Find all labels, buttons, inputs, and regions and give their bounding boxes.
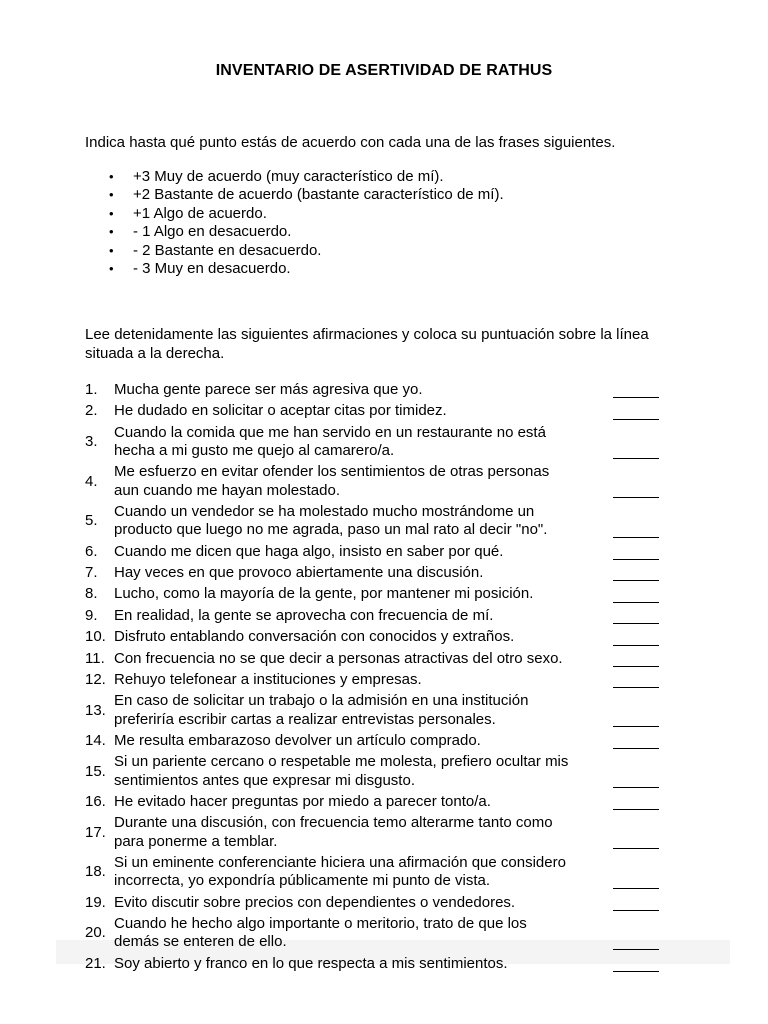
question-text: Cuando he hecho algo importante o meritorio, trato de que los [114,915,527,932]
question-item [85,753,675,790]
question-item [85,503,675,540]
answer-line[interactable] [613,888,659,889]
document-title: INVENTARIO DE ASERTIVIDAD DE RATHUS [215,62,553,79]
answer-line[interactable] [613,559,659,560]
scale-item-label: - 1 Algo en desacuerdo. [133,223,292,241]
answer-line[interactable] [613,580,659,581]
question-number: 2. [85,402,98,420]
question-number: 12. [85,671,106,688]
scale-item-label: +3 Muy de acuerdo (muy característico de mí). [133,168,444,185]
question-number: 5. [85,512,98,530]
question-text: para ponerme a temblar. [114,832,278,850]
question-text: Hay veces en que provoco abiertamente una discusión. [114,564,484,581]
question-item [85,814,675,851]
bullet-icon: • [109,169,114,184]
answer-line[interactable] [613,537,659,538]
question-number: 1. [85,381,98,398]
question-text: hecha a mi gusto me quejo al camarero/a. [114,442,395,460]
question-item [85,854,675,891]
question-item [85,564,675,582]
question-number: 13. [85,701,106,719]
answer-line[interactable] [613,726,659,727]
question-number: 19. [85,893,106,911]
question-item [85,955,675,973]
answer-line[interactable] [613,497,659,498]
question-number: 6. [85,542,98,560]
question-item [85,628,675,646]
answer-line[interactable] [613,645,659,646]
bullet-icon: • [109,224,114,240]
question-number: 10. [85,628,106,646]
question-item [85,607,675,625]
question-text: sentimientos antes que expresar mi disgusto. [114,771,415,789]
answer-line[interactable] [613,623,659,624]
question-text: He evitado hacer preguntas por miedo a parecer tonto/a. [114,793,491,810]
question-item [85,650,675,668]
answer-line[interactable] [613,397,659,398]
question-text: Con frecuencia no se que decir a personas atractivas del otro sexo. [114,649,563,667]
question-item [85,543,675,561]
question-item [85,894,675,912]
question-text: Mucha gente parece ser más agresiva que yo. [114,381,423,398]
question-number: 3. [85,432,98,450]
question-item [85,793,675,811]
question-number: 14. [85,732,106,749]
question-item [85,424,675,461]
question-text: producto que luego no me agrada, paso un mal rato al decir "no". [114,521,548,539]
question-item [85,915,675,952]
scale-item-label: - 3 Muy en desacuerdo. [133,259,291,277]
bullet-icon: • [109,187,114,203]
question-text: Cuando un vendedor se ha molestado mucho mostrándome un [114,503,535,520]
question-text: aun cuando me hayan molestado. [114,481,340,499]
question-number: 11. [85,649,105,667]
question-number: 4. [85,472,98,490]
instructions-text: Lee detenidamente las siguientes afirmaciones y coloca su puntuación sobre la línea situada a la derecha. [85,326,649,362]
question-text: Durante una discusión, con frecuencia temo alterarme tanto como [114,814,553,832]
question-number: 7. [85,564,98,581]
answer-line[interactable] [613,458,659,459]
answer-line[interactable] [613,666,659,667]
answer-line[interactable] [613,910,659,911]
answer-line[interactable] [613,602,659,603]
answer-line[interactable] [613,748,659,749]
bullet-icon: • [109,205,114,221]
question-number: 16. [85,793,106,810]
question-text: Lucho, como la mayoría de la gente, por mantener mi posición. [114,585,534,603]
answer-line[interactable] [613,687,659,688]
question-item [85,402,675,420]
bullet-icon: • [109,242,114,258]
question-text: En realidad, la gente se aprovecha con frecuencia de mí. [114,606,494,624]
question-text: He dudado en solicitar o aceptar citas por timidez. [114,402,447,420]
question-text: preferiría escribir cartas a realizar entrevistas personales. [114,710,496,728]
question-text: Si un pariente cercano o respetable me molesta, prefiero ocultar mis [114,753,569,771]
question-item [85,585,675,603]
question-item [85,381,675,399]
question-number: 9. [85,606,98,624]
question-text: demás se enteren de ello. [114,933,287,951]
question-number: 8. [85,585,98,603]
question-text: Soy abierto y franco en lo que respecta a mis sentimientos. [114,954,508,972]
bullet-icon: • [109,260,114,276]
question-item [85,732,675,750]
intro-text: Indica hasta qué punto estás de acuerdo con cada una de las frases siguientes. [85,134,616,151]
scale-item-label: - 2 Bastante en desacuerdo. [133,241,322,259]
question-item [85,463,675,500]
answer-line[interactable] [613,419,659,420]
question-number: 18. [85,863,106,881]
question-number: 21. [85,954,106,972]
question-text: Me esfuerzo en evitar ofender los sentimientos de otras personas [114,463,550,481]
scale-item-label: +1 Algo de acuerdo. [133,204,267,222]
question-text: Evito discutir sobre precios con dependientes o vendedores. [114,893,516,911]
question-item [85,692,675,729]
question-number: 17. [85,823,106,841]
question-text: Cuando me dicen que haga algo, insisto en saber por qué. [114,542,504,560]
answer-line[interactable] [613,787,659,788]
answer-line[interactable] [613,848,659,849]
answer-line[interactable] [613,949,659,950]
question-text: Si un eminente conferenciante hiciera una afirmación que considero [114,854,566,871]
question-number: 15. [85,762,106,780]
question-text: Cuando la comida que me han servido en un restaurante no está [114,423,546,441]
question-text: Disfruto entablando conversación con conocidos y extraños. [114,628,515,646]
question-text: Me resulta embarazoso devolver un artículo comprado. [114,732,481,749]
question-text: incorrecta, yo expondría públicamente mi punto de vista. [114,872,491,890]
answer-line[interactable] [613,809,659,810]
question-text: Rehuyo telefonear a instituciones y empresas. [114,671,422,688]
scale-item-label: +2 Bastante de acuerdo (bastante característico de mí). [133,186,504,204]
question-number: 20. [85,924,106,942]
answer-line[interactable] [613,971,659,972]
question-text: En caso de solicitar un trabajo o la admisión en una institución [114,692,529,710]
question-item [85,671,675,689]
